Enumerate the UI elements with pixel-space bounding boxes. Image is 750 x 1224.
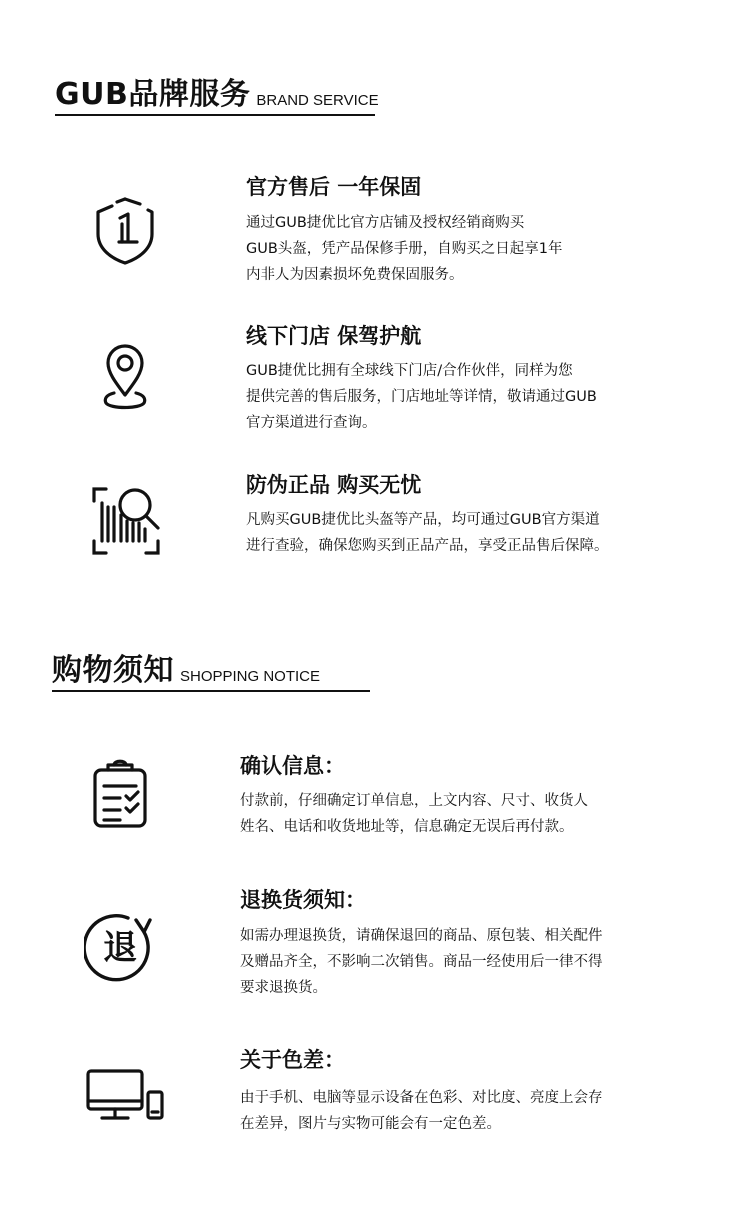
service-item-body: GUB捷优比拥有全球线下门店/合作伙伴，同样为您 提供完善的售后服务，门店地址等详情，敬请通过GUB 官方渠道进行查询。 [246,363,597,431]
notice-item-body: 付款前，仔细确定订单信息，上文内容、尺寸、收货人 姓名、电话和收货地址等，信息确定无误后再付款。 [240,793,588,835]
service-item-title: 线下门店 保驾护航 [246,324,422,348]
service-item-body: 通过GUB捷优比官方店铺及授权经销商购买 GUB头盔，凭产品保修手册，自购买之日起享1年 内非人为因素损坏免费保固服务。 [246,215,563,283]
notice-item-body: 由于手机、电脑等显示设备在色彩、对比度、亮度上会存 在差异，图片与实物可能会有一定色差。 [240,1090,603,1132]
shopping-notice-heading [52,653,321,688]
shield-number-one-icon [92,196,158,266]
brand-service-title: GUB品牌服务 [55,77,251,112]
service-item-title: 官方售后 一年保固 [246,175,422,199]
service-item-body: 凡购买GUB捷优比头盔等产品，均可通过GUB官方渠道 进行查验，确保您购买到正品产品，享受正品售后保障。 [246,512,609,554]
monitor-phone-icon [86,1068,166,1124]
shopping-notice-subtitle: SHOPPING NOTICE [180,668,321,685]
notice-item-body: 如需办理退换货，请确保退回的商品、原包装、相关配件 及赠品齐全，不影响二次销售。商品一经使用后一律不得 要求退换货。 [240,928,603,996]
shopping-notice-underline [52,690,370,692]
service-item-title: 防伪正品 购买无忧 [246,473,422,497]
barcode-scan-icon [90,485,162,557]
brand-service-heading [55,77,379,112]
return-circle-icon [84,912,156,984]
notice-item-title: 确认信息： [240,754,345,778]
clipboard-checklist-icon [92,758,148,830]
notice-item-title: 关于色差： [240,1048,345,1072]
return-glyph: 退 [103,928,137,968]
notice-item-title: 退换货须知： [240,888,366,912]
brand-service-underline [55,114,375,116]
shopping-notice-title: 购物须知 [52,653,174,688]
brand-service-subtitle: BRAND SERVICE [256,92,379,109]
location-pin-icon [100,343,150,413]
